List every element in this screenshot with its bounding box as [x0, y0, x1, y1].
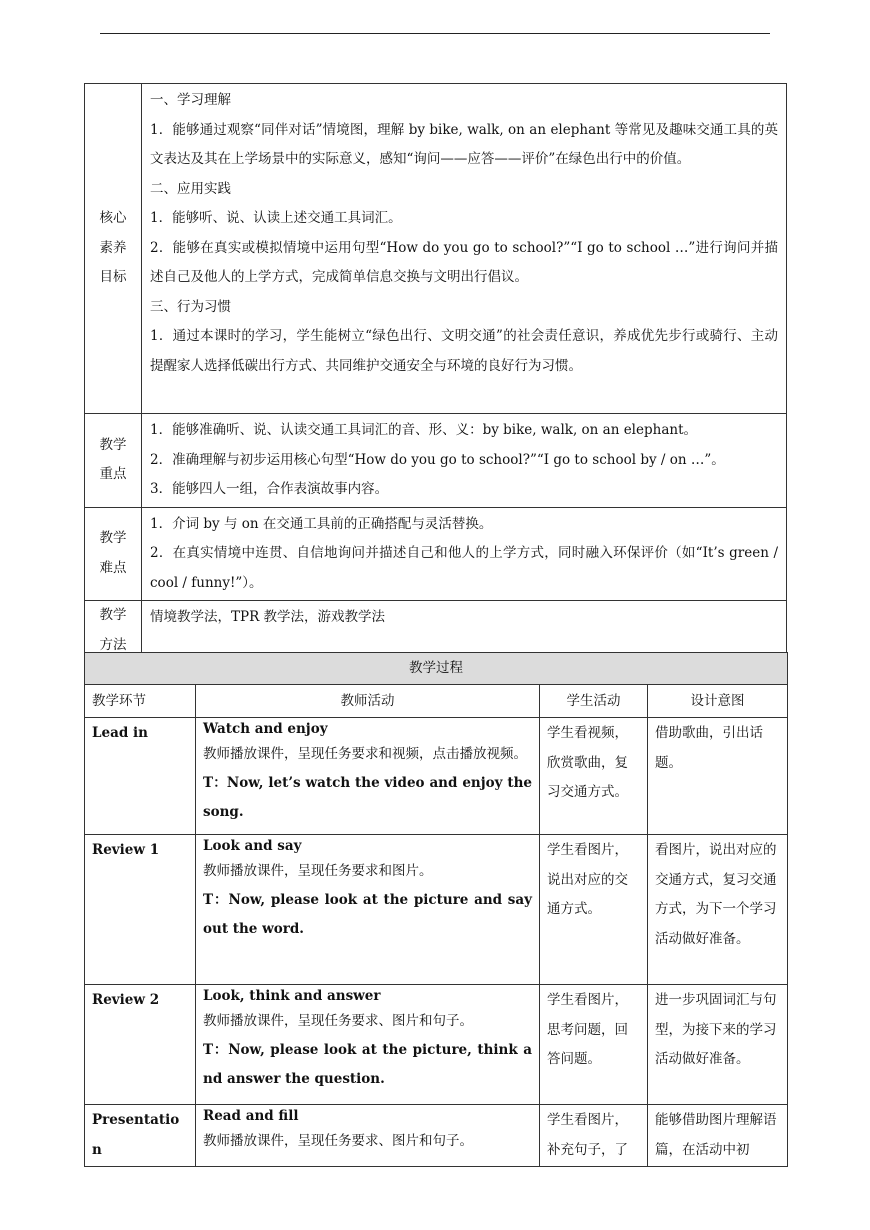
- stage-cell: [85, 985, 196, 1105]
- activity-title: Look, think and answer: [203, 988, 381, 1004]
- label-line: 目标: [99, 269, 127, 286]
- difficulty-text: 1．介词 by 与 on 在交通工具前的正确搭配与灵活替换。: [150, 515, 493, 532]
- label-line: 方法: [99, 636, 127, 653]
- process-header-row: [85, 685, 788, 718]
- objectives-content: [142, 84, 787, 414]
- objectives-table: [84, 83, 787, 661]
- objective-text: 1．能够通过观察“同伴对话”情境图，理解 by bike, walk, on an elephant 等常见及趣味交通工具的英文表达及其在上学场景中的实际意义，感知“询问——应答——评价”在绿色出行中的价值。: [150, 121, 778, 167]
- header-rule: [100, 33, 770, 34]
- header-student: 学生活动: [540, 685, 648, 718]
- teacher-activity-en: T：Now, please look at the picture and say out the word.: [203, 892, 532, 937]
- section-heading: 一、学习理解: [150, 92, 231, 108]
- table-row: [85, 1105, 788, 1167]
- process-title: 教学过程: [85, 653, 788, 685]
- stage-cell: [85, 835, 196, 985]
- student-activity: 学生看视频，欣赏歌曲，复习交通方式。: [540, 718, 648, 835]
- stage-cell: [85, 1105, 196, 1167]
- table-row: [85, 985, 788, 1105]
- student-activity: 学生看图片，说出对应的交通方式。: [540, 835, 648, 985]
- teacher-activity-en: T：Now, please look at the picture, think and answer the question.: [203, 1042, 532, 1087]
- header-stage: 教学环节: [85, 685, 196, 718]
- label-line: 核心: [99, 210, 127, 227]
- label-line: 教学: [99, 530, 127, 547]
- design-intent: 进一步巩固词汇与句型，为接下来的学习活动做好准备。: [648, 985, 788, 1105]
- teacher-activity-cn: 教师播放课件，呈现任务要求和视频，点击播放视频。: [203, 746, 527, 762]
- objective-text: 1．能够听、说、认读上述交通工具词汇。: [150, 210, 402, 226]
- teacher-activity-cn: 教师播放课件，呈现任务要求、图片和句子。: [203, 1013, 473, 1029]
- teacher-cell: [196, 718, 540, 835]
- label-line: 教学: [99, 436, 127, 453]
- label-line: 重点: [99, 466, 127, 483]
- label-line: 教学: [99, 607, 127, 623]
- difficulties-content: [142, 507, 787, 601]
- activity-title: Look and say: [203, 838, 302, 854]
- activity-title: Watch and enjoy: [203, 721, 328, 737]
- student-activity: 学生看图片，补充句子，了: [540, 1105, 648, 1167]
- teacher-activity-en: T：Now, let’s watch the video and enjoy the song.: [203, 775, 532, 820]
- teacher-cell: [196, 1105, 540, 1167]
- table-row: [85, 835, 788, 985]
- stage-cell: [85, 718, 196, 835]
- key-point-text: 2．准确理解与初步运用核心句型“How do you go to school?”“I go to school by / on …”。: [150, 451, 725, 468]
- table-row: [85, 718, 788, 835]
- stage-name: Review 1: [92, 842, 160, 858]
- teacher-cell: [196, 985, 540, 1105]
- key-points-row: [85, 414, 787, 508]
- difficulties-row: [85, 507, 787, 601]
- stage-name: Presentation: [92, 1112, 180, 1158]
- process-table: [84, 652, 788, 1167]
- section-heading: 二、应用实践: [150, 180, 231, 197]
- label-line: 难点: [99, 559, 127, 576]
- header-design: 设计意图: [648, 685, 788, 718]
- design-intent: 借助歌曲，引出话题。: [648, 718, 788, 835]
- key-points-label: [85, 414, 142, 508]
- objectives-row: [85, 84, 787, 414]
- design-intent: 看图片，说出对应的交通方式，复习交通方式，为下一个学习活动做好准备。: [648, 835, 788, 985]
- teacher-activity-cn: 教师播放课件，呈现任务要求、图片和句子。: [203, 1133, 473, 1149]
- design-intent: 能够借助图片理解语篇，在活动中初: [648, 1105, 788, 1167]
- difficulty-text: 2．在真实情境中连贯、自信地询问并描述自己和他人的上学方式，同时融入环保评价（如“It’s green / cool / funny!”）。: [150, 545, 778, 591]
- student-activity: 学生看图片，思考问题，回答问题。: [540, 985, 648, 1105]
- activity-title: Read and fill: [203, 1108, 299, 1124]
- stage-name: Review 2: [92, 992, 160, 1008]
- header-teacher: 教师活动: [196, 685, 540, 718]
- key-points-content: [142, 414, 787, 508]
- objectives-label: [85, 84, 142, 414]
- key-point-text: 1．能够准确听、说、认读交通工具词汇的音、形、义：by bike, walk, on an elephant。: [150, 422, 697, 438]
- objective-text: 2．能够在真实或模拟情境中运用句型“How do you go to school?”“I go to school …”进行询问并描述自己及他人的上学方式，完成简单信息交换与文明出行倡议。: [150, 239, 778, 285]
- label-line: 素养: [99, 239, 127, 256]
- key-point-text: 3．能够四人一组，合作表演故事内容。: [150, 481, 389, 497]
- methods-content: 情境教学法，TPR 教学法，游戏教学法: [142, 601, 787, 661]
- teacher-cell: [196, 835, 540, 985]
- teacher-activity-cn: 教师播放课件，呈现任务要求和图片。: [203, 863, 433, 879]
- difficulties-label: [85, 507, 142, 601]
- section-heading: 三、行为习惯: [150, 298, 231, 315]
- objective-text: 1．通过本课时的学习，学生能树立“绿色出行、文明交通”的社会责任意识，养成优先步行或骑行、主动提醒家人选择低碳出行方式、共同维护交通安全与环境的良好行为习惯。: [150, 328, 778, 374]
- stage-name: Lead in: [92, 725, 148, 741]
